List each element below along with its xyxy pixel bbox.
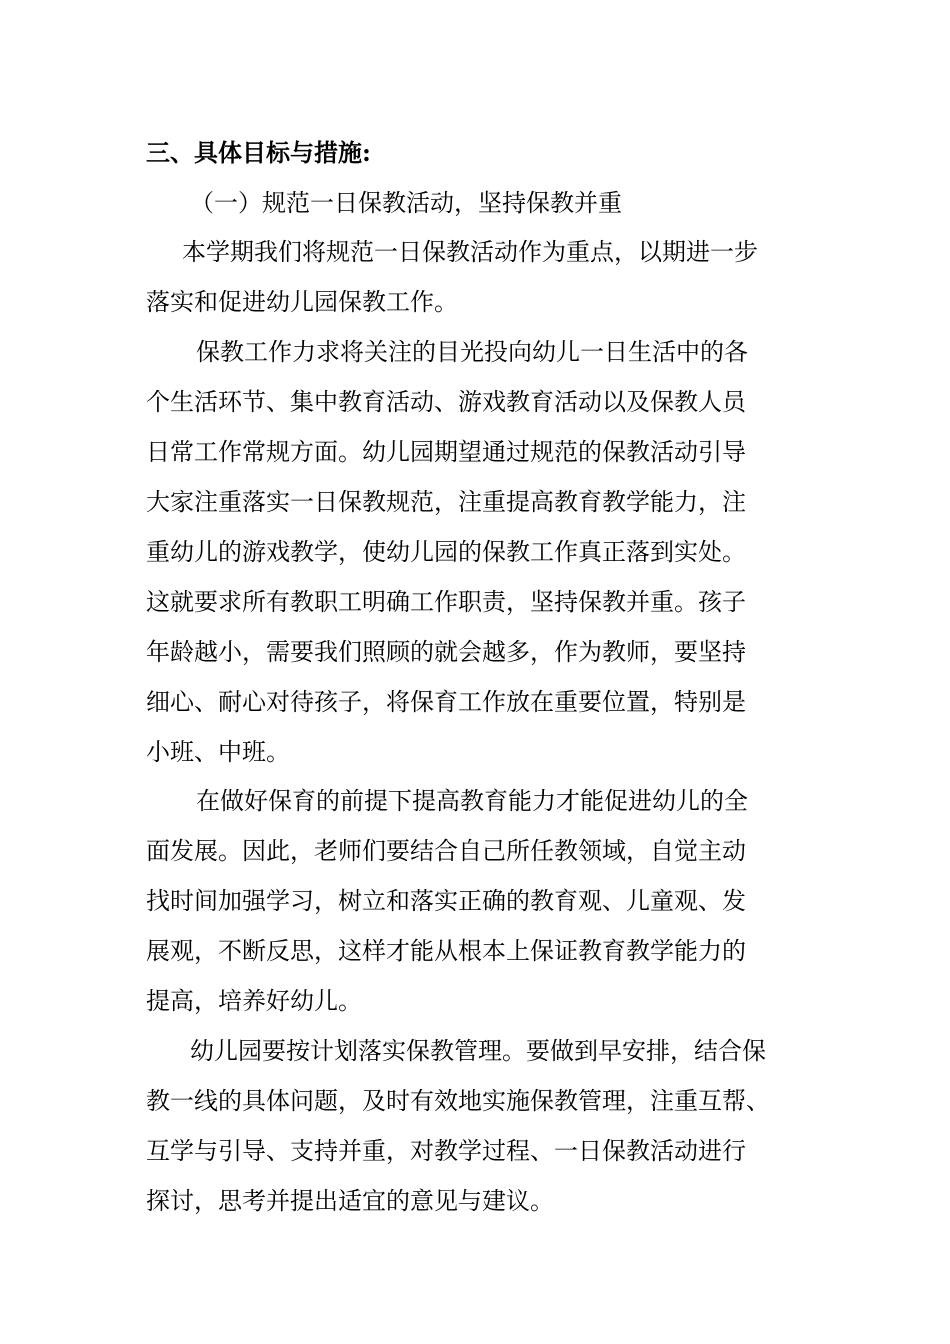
paragraph-3-line-4: 展观，不断反思，这样才能从根本上保证教育教学能力的 — [146, 937, 746, 965]
paragraph-2-line-2: 个生活环节、集中教育活动、游戏教育活动以及保教人员 — [146, 388, 746, 416]
paragraph-4-line-2: 教一线的具体问题，及时有效地实施保教管理，注重互帮、 — [146, 1087, 770, 1115]
paragraph-3-line-1: 在做好保育的前提下提高教育能力才能促进幼儿的全 — [196, 787, 748, 815]
paragraph-2-line-4: 大家注重落实一日保教规范，注重提高教育教学能力，注 — [146, 488, 746, 516]
paragraph-3-line-2: 面发展。因此，老师们要结合自己所任教领域，自觉主动 — [146, 837, 746, 865]
paragraph-1-line-2: 落实和促进幼儿园保教工作。 — [146, 288, 458, 316]
paragraph-2-line-3: 日常工作常规方面。幼儿园期望通过规范的保教活动引导 — [146, 438, 746, 466]
paragraph-2-line-5: 重幼儿的游戏教学，使幼儿园的保教工作真正落到实处。 — [146, 538, 746, 566]
paragraph-4-line-3: 互学与引导、支持并重，对教学过程、一日保教活动进行 — [146, 1137, 746, 1165]
subsection-heading: （一）规范一日保教活动，坚持保教并重 — [190, 189, 622, 217]
paragraph-3-line-5: 提高，培养好幼儿。 — [146, 987, 362, 1015]
paragraph-4-line-4: 探讨，思考并提出适宜的意见与建议。 — [146, 1187, 554, 1215]
paragraph-2-line-9: 小班、中班。 — [146, 738, 290, 766]
section-heading: 三、具体目标与措施: — [146, 138, 371, 167]
paragraph-3-line-3: 找时间加强学习，树立和落实正确的教育观、儿童观、发 — [146, 887, 746, 915]
paragraph-4-line-1: 幼儿园要按计划落实保教管理。要做到早安排，结合保 — [190, 1037, 766, 1065]
paragraph-1-line-1: 本学期我们将规范一日保教活动作为重点，以期进一步 — [182, 238, 758, 266]
paragraph-2-line-8: 细心、耐心对待孩子，将保育工作放在重要位置，特别是 — [146, 688, 746, 716]
paragraph-2-line-1: 保教工作力求将关注的目光投向幼儿一日生活中的各 — [196, 338, 748, 366]
paragraph-2-line-7: 年龄越小，需要我们照顾的就会越多，作为教师，要坚持 — [146, 638, 746, 666]
paragraph-2-line-6: 这就要求所有教职工明确工作职责，坚持保教并重。孩子 — [146, 588, 746, 616]
